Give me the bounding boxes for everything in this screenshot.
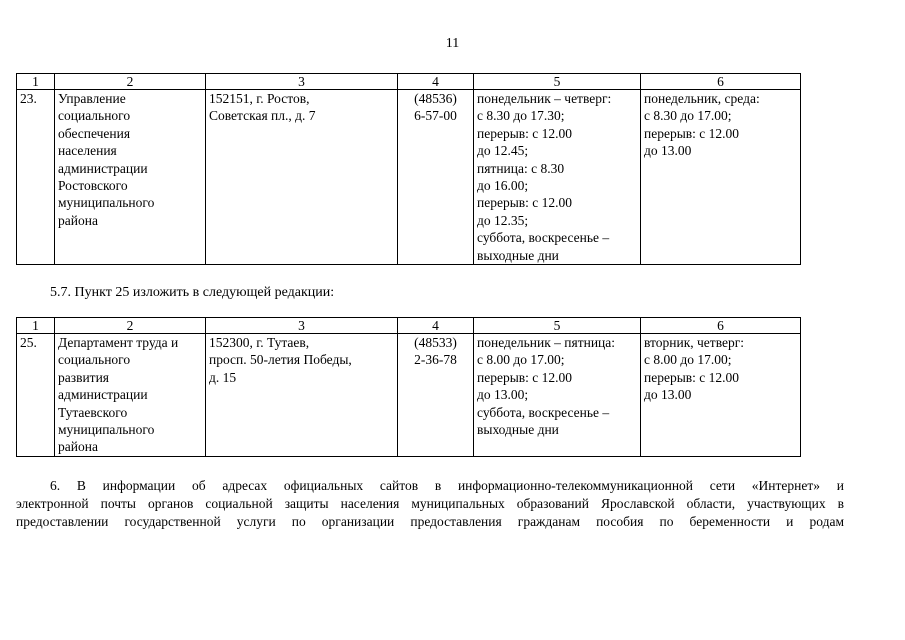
text-line: до 12.35; — [477, 212, 529, 228]
text-line: просп. 50-летия Победы, — [209, 352, 352, 368]
text-line: муниципального — [58, 195, 155, 211]
text-line: перерыв: с 12.00 — [644, 125, 740, 141]
text-line: населения — [58, 143, 117, 159]
amendment-text: 5.7. Пункт 25 изложить в следующей редакции: — [50, 285, 335, 300]
column-header: 6 — [641, 318, 801, 334]
column-header: 4 — [398, 74, 474, 90]
text-line: до 12.45; — [477, 143, 529, 159]
column-header: 2 — [55, 318, 206, 334]
text-line: до 13.00; — [477, 387, 529, 403]
text-line: развития — [58, 369, 110, 385]
reception-hours — [641, 90, 801, 265]
text-line: перерыв: с 12.00 — [477, 369, 573, 385]
paragraph-6 — [16, 477, 844, 531]
paragraph-line: предоставлении государственной услуги по организации предоставления гражданам пособия по беременности и родам — [16, 514, 844, 529]
text-line: с 8.30 до 17.30; — [477, 108, 565, 124]
text-line: пятница: с 8.30 — [477, 160, 565, 176]
text-line: суббота, воскресенье – — [477, 404, 610, 420]
text-line: (48536) — [414, 91, 457, 106]
text-line: (48533) — [414, 335, 457, 350]
text-line: социального — [58, 108, 131, 124]
column-header: 5 — [474, 318, 641, 334]
reception-hours — [641, 334, 801, 457]
text-line: выходные дни — [477, 247, 559, 263]
text-line: социального — [58, 352, 131, 368]
institution-table-25 — [16, 317, 801, 457]
text-line: муниципального — [58, 422, 155, 438]
column-header: 4 — [398, 318, 474, 334]
column-header: 2 — [55, 74, 206, 90]
text-line: района — [58, 439, 98, 455]
text-line: с 8.00 до 17.00; — [477, 352, 565, 368]
text-line: района — [58, 212, 98, 228]
text-line: до 13.00 — [644, 387, 692, 403]
page-number: 11 — [445, 36, 460, 51]
row-number: 23. — [17, 90, 55, 265]
phone — [398, 90, 474, 265]
text-line: перерыв: с 12.00 — [477, 195, 573, 211]
column-header: 5 — [474, 74, 641, 90]
column-header: 3 — [206, 318, 398, 334]
text-line: с 8.30 до 17.00; — [644, 108, 732, 124]
row-number: 25. — [17, 334, 55, 457]
phone — [398, 334, 474, 457]
working-hours — [474, 90, 641, 265]
column-header: 1 — [17, 318, 55, 334]
text-line: 2-36-78 — [414, 352, 457, 368]
organization-name — [55, 334, 206, 457]
text-line: Департамент труда и — [58, 335, 179, 350]
text-line: администрации — [58, 387, 148, 403]
text-line: обеспечения — [58, 125, 131, 141]
address — [206, 90, 398, 265]
table-header-row — [17, 74, 801, 90]
text-line: администрации — [58, 160, 148, 176]
column-header: 3 — [206, 74, 398, 90]
table-header-row — [17, 318, 801, 334]
paragraph-line: электронной почты органов социальной защиты населения муниципальных образований Ярославской области, участвующих в — [16, 496, 844, 511]
text-line: 152151, г. Ростов, — [209, 91, 310, 106]
text-line: с 8.00 до 17.00; — [644, 352, 732, 368]
text-line: Ростовского — [58, 178, 128, 194]
table-row — [17, 334, 801, 457]
text-line: понедельник – четверг: — [477, 91, 612, 106]
text-line: Управление — [58, 91, 126, 106]
text-line: перерыв: с 12.00 — [644, 369, 740, 385]
working-hours — [474, 334, 641, 457]
text-line: до 13.00 — [644, 143, 692, 159]
text-line: Тутаевского — [58, 404, 128, 420]
text-line: Советская пл., д. 7 — [209, 108, 316, 124]
column-header: 6 — [641, 74, 801, 90]
column-header: 1 — [17, 74, 55, 90]
organization-name — [55, 90, 206, 265]
table-row — [17, 90, 801, 265]
text-line: д. 15 — [209, 369, 237, 385]
text-line: суббота, воскресенье – — [477, 230, 610, 246]
text-line: до 16.00; — [477, 178, 529, 194]
text-line: понедельник – пятница: — [477, 335, 616, 350]
text-line: вторник, четверг: — [644, 335, 745, 350]
text-line: понедельник, среда: — [644, 91, 760, 106]
text-line: выходные дни — [477, 422, 559, 438]
address — [206, 334, 398, 457]
institution-table-23 — [16, 73, 801, 265]
text-line: 152300, г. Тутаев, — [209, 335, 310, 350]
text-line: перерыв: с 12.00 — [477, 125, 573, 141]
paragraph-line: 6. В информации об адресах официальных сайтов в информационно-телекоммуникационной сети «Интернет» и — [50, 478, 844, 493]
text-line: 6-57-00 — [414, 108, 457, 124]
